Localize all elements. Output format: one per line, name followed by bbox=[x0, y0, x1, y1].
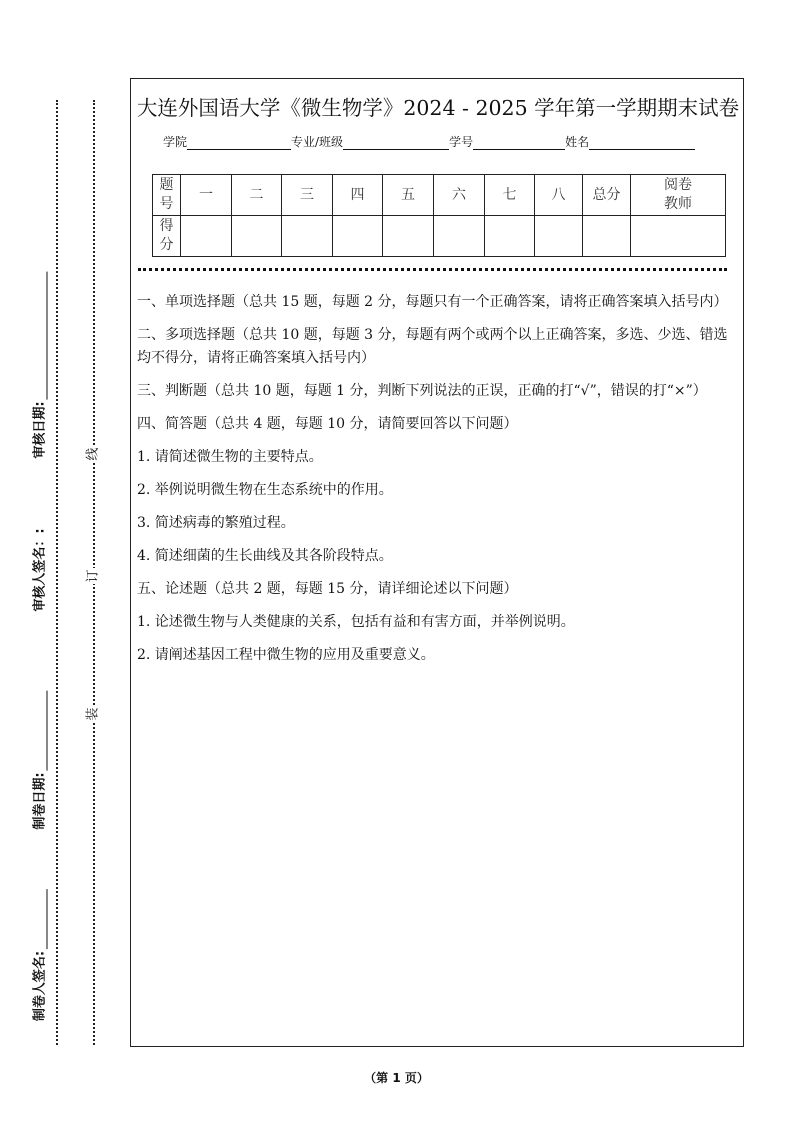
reviewer-signature-field bbox=[18, 500, 58, 640]
exam-content bbox=[137, 291, 737, 677]
question-item: 2. 请阐述基因工程中微生物的应用及重要意义。 bbox=[137, 647, 435, 663]
column-header: 七 bbox=[485, 175, 535, 216]
column-header: 一 bbox=[181, 175, 232, 216]
college-input[interactable] bbox=[187, 135, 291, 150]
major-label: 专业/班级 bbox=[291, 135, 344, 149]
maker-signature-field bbox=[18, 880, 58, 1030]
review-date-field bbox=[18, 195, 58, 535]
exam-frame bbox=[130, 78, 744, 1047]
column-header: 八 bbox=[535, 175, 583, 216]
column-header: 五 bbox=[383, 175, 434, 216]
score-table bbox=[152, 174, 726, 257]
score-table-header-row bbox=[153, 175, 726, 216]
column-header: 三 bbox=[282, 175, 333, 216]
score-cell[interactable] bbox=[181, 216, 232, 257]
section-essay: 五、论述题（总共 2 题，每题 15 分，请详细论述以下问题） bbox=[137, 581, 518, 597]
review-date-label: 审核日期: bbox=[32, 401, 48, 459]
question-number-label: 题 号 bbox=[153, 175, 181, 216]
maker-date-label: 制卷日期: bbox=[32, 772, 48, 830]
score-table-score-row bbox=[153, 216, 726, 257]
name-label: 姓名 bbox=[565, 135, 590, 149]
reviewer-signature-label: 审核人签名：: bbox=[32, 528, 48, 612]
dotted-separator bbox=[138, 268, 727, 271]
score-cell[interactable] bbox=[282, 216, 333, 257]
exam-title: 大连外国语大学《微生物学》2024 - 2025 学年第一学期期末试卷 bbox=[136, 96, 740, 120]
binding-mark-bind: 装 bbox=[84, 706, 104, 722]
student-info-row bbox=[163, 133, 723, 150]
column-header: 六 bbox=[434, 175, 485, 216]
score-label: 得 分 bbox=[153, 216, 181, 257]
total-score-header: 总分 bbox=[583, 175, 631, 216]
student-id-label: 学号 bbox=[449, 135, 474, 149]
section-short-answer: 四、简答题（总共 4 题，每题 10 分，请简要回答以下问题） bbox=[137, 416, 518, 432]
section-true-false: 三、判断题（总共 10 题，每题 1 分，判断下列说法的正误，正确的打“√”，错误的打“×”） bbox=[137, 383, 707, 399]
maker-signature-label: 制卷人签名: bbox=[32, 950, 48, 1022]
binding-mark-line: 线 bbox=[84, 446, 104, 462]
question-item: 1. 请简述微生物的主要特点。 bbox=[137, 449, 323, 465]
question-item: 3. 简述病毒的繁殖过程。 bbox=[137, 515, 295, 531]
question-item: 2. 举例说明微生物在生态系统中的作用。 bbox=[137, 482, 393, 498]
total-score-cell[interactable] bbox=[583, 216, 631, 257]
major-input[interactable] bbox=[343, 135, 449, 150]
maker-date-field bbox=[18, 660, 58, 860]
column-header: 四 bbox=[333, 175, 383, 216]
score-cell[interactable] bbox=[383, 216, 434, 257]
college-label: 学院 bbox=[163, 135, 188, 149]
score-cell[interactable] bbox=[535, 216, 583, 257]
name-input[interactable] bbox=[589, 135, 695, 150]
score-cell[interactable] bbox=[333, 216, 383, 257]
score-cell[interactable] bbox=[434, 216, 485, 257]
question-item: 4. 简述细菌的生长曲线及其各阶段特点。 bbox=[137, 548, 393, 564]
reviewer-header: 阅卷 教师 bbox=[631, 175, 726, 216]
student-id-input[interactable] bbox=[473, 135, 565, 150]
reviewer-cell[interactable] bbox=[631, 216, 726, 257]
section-multiple-choice: 二、多项选择题（总共 10 题，每题 3 分，每题有两个或两个以上正确答案，多选、少选、错选均不得分，请将正确答案填入括号内） bbox=[137, 327, 728, 366]
question-item: 1. 论述微生物与人类健康的关系，包括有益和有害方面，并举例说明。 bbox=[137, 614, 575, 630]
page-number: （第 1 页） bbox=[364, 1071, 429, 1085]
column-header: 二 bbox=[232, 175, 282, 216]
score-cell[interactable] bbox=[232, 216, 282, 257]
section-single-choice: 一、单项选择题（总共 15 题，每题 2 分，每题只有一个正确答案，请将正确答案填入括号内） bbox=[137, 294, 728, 310]
score-cell[interactable] bbox=[485, 216, 535, 257]
binding-mark-staple: 订 bbox=[84, 568, 104, 584]
